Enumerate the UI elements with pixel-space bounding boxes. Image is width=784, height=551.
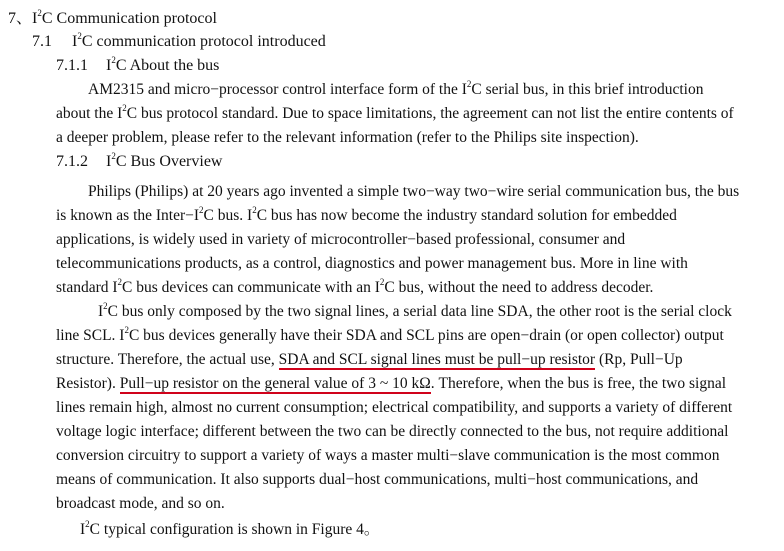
paragraph-2-line-2 [56,207,677,225]
paragraph-3-line-2 [56,327,724,345]
text-run: lines remain high, almost no current consumption; electrical compatibility, and supports a variety of different [56,399,733,416]
paragraph-4-line-1 [80,517,379,539]
paragraph-2-line-4 [56,255,688,273]
text-run: broadcast mode, and so on. [56,495,225,512]
paragraph-2-line-5 [56,279,653,297]
text-run: . Therefore, when the bus is free, the two signal [430,375,727,392]
paragraph-3-line-6 [56,423,728,441]
paragraph-2-line-1 [88,183,739,201]
text-run: C typical configuration is shown in Figure 4。 [89,521,380,538]
text-run: applications, is widely used in variety of microcontroller−based professional, consumer and [56,231,626,248]
heading-section-7-1-1 [56,57,219,75]
text-run: voltage logic interface; different between the two can be directly connected to the bus, not require additional [56,423,729,440]
superscript: 2 [199,205,204,215]
heading-7-number: 7、I [8,10,38,27]
text-run: AM2315 and micro−processor control interface form of the I [88,81,467,98]
heading-7-1-prefix: I [72,33,78,50]
heading-7-1-1-prefix: I [106,57,112,74]
text-run: (Rp, Pull−Up [598,351,683,368]
text-run: structure. Therefore, the actual use, [56,351,275,368]
text-run: Philips (Philips) at 20 years ago invented a simple two−way two−wire serial communication bus, the bus [88,183,740,200]
text-run: I [98,303,104,320]
heading-7-1-2-prefix: I [106,153,112,170]
text-run: C bus, without the need to address decoder. [384,279,654,296]
text-run: Resistor). [56,375,116,392]
superscript: 2 [103,301,108,311]
paragraph-1-line-1 [88,81,703,99]
heading-7-1-2-text: C Bus Overview [115,153,223,170]
paragraph-3-line-7 [56,447,719,465]
heading-7-1-number: 7.1 [32,33,52,50]
superscript: 2 [379,277,385,287]
text-run: C bus protocol standard. Due to space limitations, the agreement can not list the entire contents of [126,105,734,122]
heading-7-text: C Communication protocol [41,10,217,27]
paragraph-3-line-4 [56,375,726,393]
text-run: a deeper problem, please refer to the relevant information (refer to the Philips site inspection). [56,129,639,146]
text-run: line SCL. I [56,327,125,344]
superscript: 2 [117,277,123,287]
text-run: standard I [56,279,118,296]
paragraph-1-line-3 [56,129,639,147]
paragraph-3-line-8 [56,471,698,489]
text-run: means of communication. It also supports dual−host communications, multi−host communications, and [56,471,699,488]
superscript: 2 [111,55,116,65]
text-run: C bus has now become the industry standard solution for embedded [256,207,677,224]
heading-section-7-1 [32,33,326,51]
superscript: 2 [466,79,472,89]
heading-7-1-1-text: C About the bus [115,57,220,74]
superscript: 2 [124,325,129,335]
superscript: 2 [252,205,257,215]
text-run: C serial bus, in this brief introduction [471,81,704,98]
text-run: I [80,521,86,538]
underlined-resistor-value: Pull−up resistor on the general value of 3 ~ 10 kΩ [119,375,431,392]
paragraph-3-line-3 [56,351,683,369]
text-run: about the I [56,105,123,122]
text-run: C bus devices generally have their SDA and SCL pins are open−drain (or open collector) output [128,327,724,344]
text-run: C bus. I [203,207,253,224]
paragraph-3-line-9 [56,495,225,513]
paragraph-2-line-3 [56,231,625,249]
text-run: C bus only composed by the two signal lines, a serial data line SDA, the other root is the serial clock [107,303,732,320]
superscript: 2 [122,103,127,113]
paragraph-1-line-2 [56,105,734,123]
paragraph-3-line-5 [56,399,732,417]
superscript: 2 [111,151,116,161]
text-run: conversion circuitry to support a variety of ways a master multi−slave communication is the most common [56,447,720,464]
heading-7-1-1-number: 7.1.1 [56,57,88,74]
heading-7-1-2-number: 7.1.2 [56,153,88,170]
superscript: 2 [37,8,42,18]
heading-section-7-1-2 [56,153,222,171]
text-run: is known as the Inter−I [56,207,200,224]
heading-7-1-text: C communication protocol introduced [81,33,326,50]
superscript: 2 [85,519,90,529]
underlined-pullup-requirement: SDA and SCL signal lines must be pull−up resistor [278,351,596,368]
text-run: telecommunications products, as a control, diagnostics and power management bus. More in line with [56,255,688,272]
superscript: 2 [77,31,82,41]
paragraph-3-line-1 [98,303,732,321]
heading-section-7 [8,5,217,28]
text-run: C bus devices can communicate with an I [122,279,380,296]
